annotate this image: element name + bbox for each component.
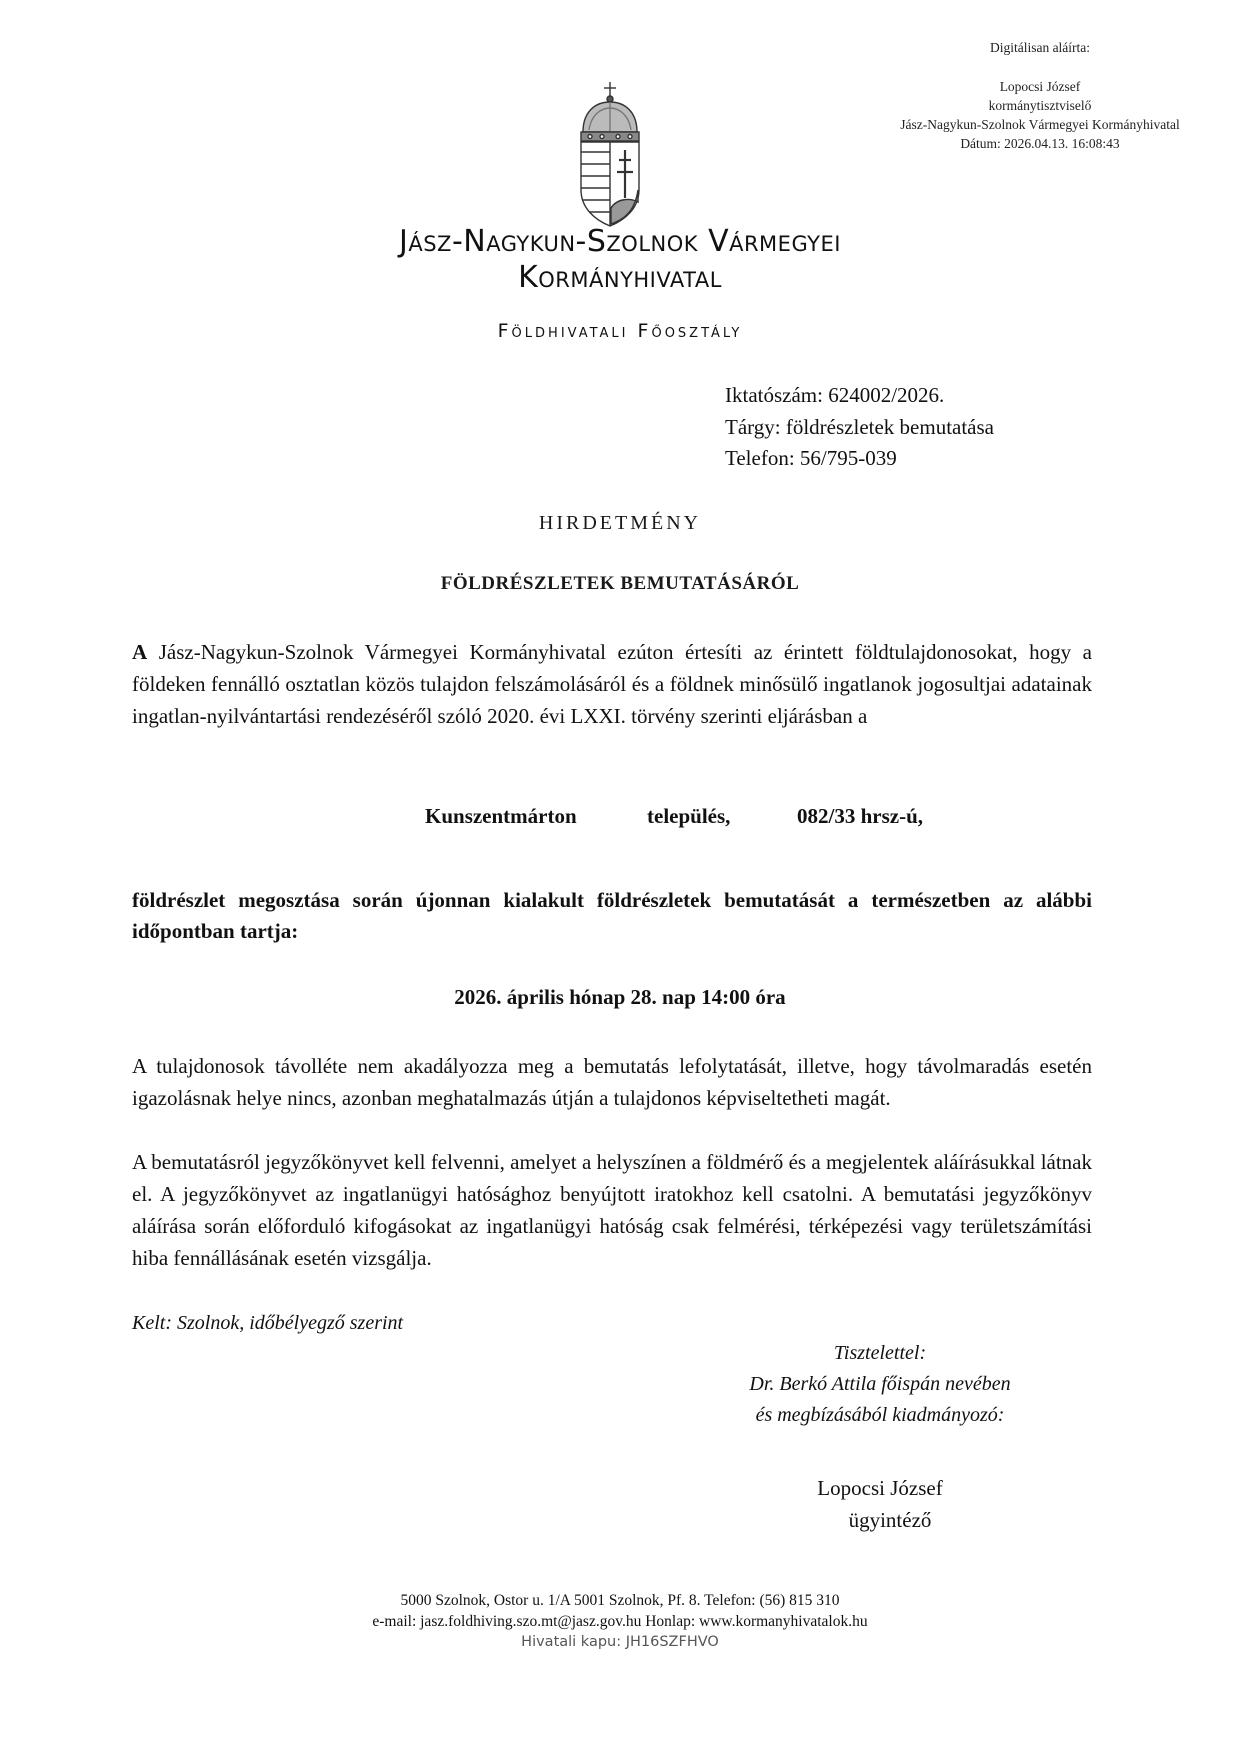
kelt-label: Kelt (132, 1312, 166, 1334)
signer-name: Lopocsi József (817, 1476, 943, 1500)
document-title: HIRDETMÉNY (538, 512, 702, 534)
footer (200, 1590, 1040, 1653)
digital-signature-block (870, 38, 1210, 153)
reference-subject: Tárgy: földrészletek bemutatása (725, 414, 995, 439)
info-paragraph-2: A bemutatásról jegyzőkönyvet kell felvenni, amelyet a helyszínen a földmérő és a megjelentek aláírásukkal látnak el. A jegyzőkönyvet az ingatlanügyi hatósághoz benyújtott iratokhoz kell csatolni. A bemutatási jegyzőkönyv aláírása során előforduló kifogásokat az ingatlanügyi hatóság csak felmérési, térképezési vagy területszámítási hiba fennállásának esetén vizsgálja. (132, 1150, 1092, 1270)
document-subtitle: FÖLDRÉSZLETEK BEMUTATÁSÁRÓL (440, 573, 800, 594)
signature-name: Lopocsi József (999, 79, 1081, 94)
footer-gateway: Hivatali kapu: JH16SZFHVO (521, 1634, 719, 1650)
event-datetime: 2026. április hónap 28. nap 14:00 óra (454, 985, 786, 1009)
signature-label: Digitálisan aláírta: (989, 40, 1091, 55)
info-paragraph-1: A tulajdonosok távolléte nem akadályozza meg a bemutatás lefolytatását, illetve, hogy távolmaradás esetén igazolásnak helye nincs, azonban meghatalmazás útján a tulajdonos képviseltetheti magát. (132, 1054, 1092, 1110)
intro-paragraph (132, 636, 1092, 732)
signer-title: ügyintéző (848, 1508, 932, 1532)
reference-block (725, 380, 994, 475)
organization-name-line1: Jász-Nagykun-Szolnok Vármegyei (399, 224, 841, 259)
reference-number: Iktatószám: 624002/2026. (725, 383, 945, 407)
kelt-value: : Szolnok, időbélyegző szerint (165, 1312, 404, 1334)
location-type: település, (647, 804, 731, 828)
closing-authority: Dr. Berkó Attila főispán nevében (749, 1373, 1011, 1395)
reference-phone: Telefon: 56/795-039 (725, 446, 897, 470)
location-parcel: 082/33 hrsz-ú, (797, 804, 923, 828)
department-name: Földhivatali Főosztály (497, 320, 743, 342)
date-place-line (132, 1312, 403, 1335)
signer-block (730, 1472, 1030, 1536)
location-settlement: Kunszentmárton (425, 804, 577, 828)
footer-contact: e-mail: jasz.foldhiving.szo.mt@jasz.gov.hu Honlap: www.kormanyhivatalok.hu (372, 1613, 868, 1630)
footer-address: 5000 Szolnok, Ostor u. 1/A 5001 Szolnok, Pf. 8. Telefon: (56) 815 310 (400, 1592, 840, 1609)
signature-date: Dátum: 2026.04.13. 16:08:43 (960, 136, 1120, 151)
intro-text: Jász-Nagykun-Szolnok Vármegyei Kormányhivatal ezúton értesíti az érintett földtulajdonosokat, hogy a földeken fennálló osztatlan közös tulajdon felszámolásáról és a földnek minősülő ingatlanok jogosultjai adatainak ingatlan-nyilvántartási rendezéséről szóló 2020. évi LXXI. törvény szerinti eljárásban a (132, 640, 1093, 728)
closing-greeting: Tisztelettel: (833, 1342, 927, 1364)
closing-issuer: és megbízásából kiadmányozó: (755, 1404, 1005, 1426)
signature-org: Jász-Nagykun-Szolnok Vármegyei Kormányhivatal (900, 117, 1180, 132)
closing-block (700, 1338, 1060, 1431)
hungarian-coat-of-arms-icon (575, 80, 645, 228)
parcel-location (425, 804, 923, 829)
intro-first-word: A (132, 640, 148, 664)
event-paragraph: földrészlet megosztása során újonnan kialakult földrészletek bemutatását a természetben az alábbi időpontban tartja: (132, 888, 1092, 943)
organization-name-line2: Kormányhivatal (518, 260, 722, 295)
signature-role: kormánytisztviselő (988, 98, 1092, 113)
